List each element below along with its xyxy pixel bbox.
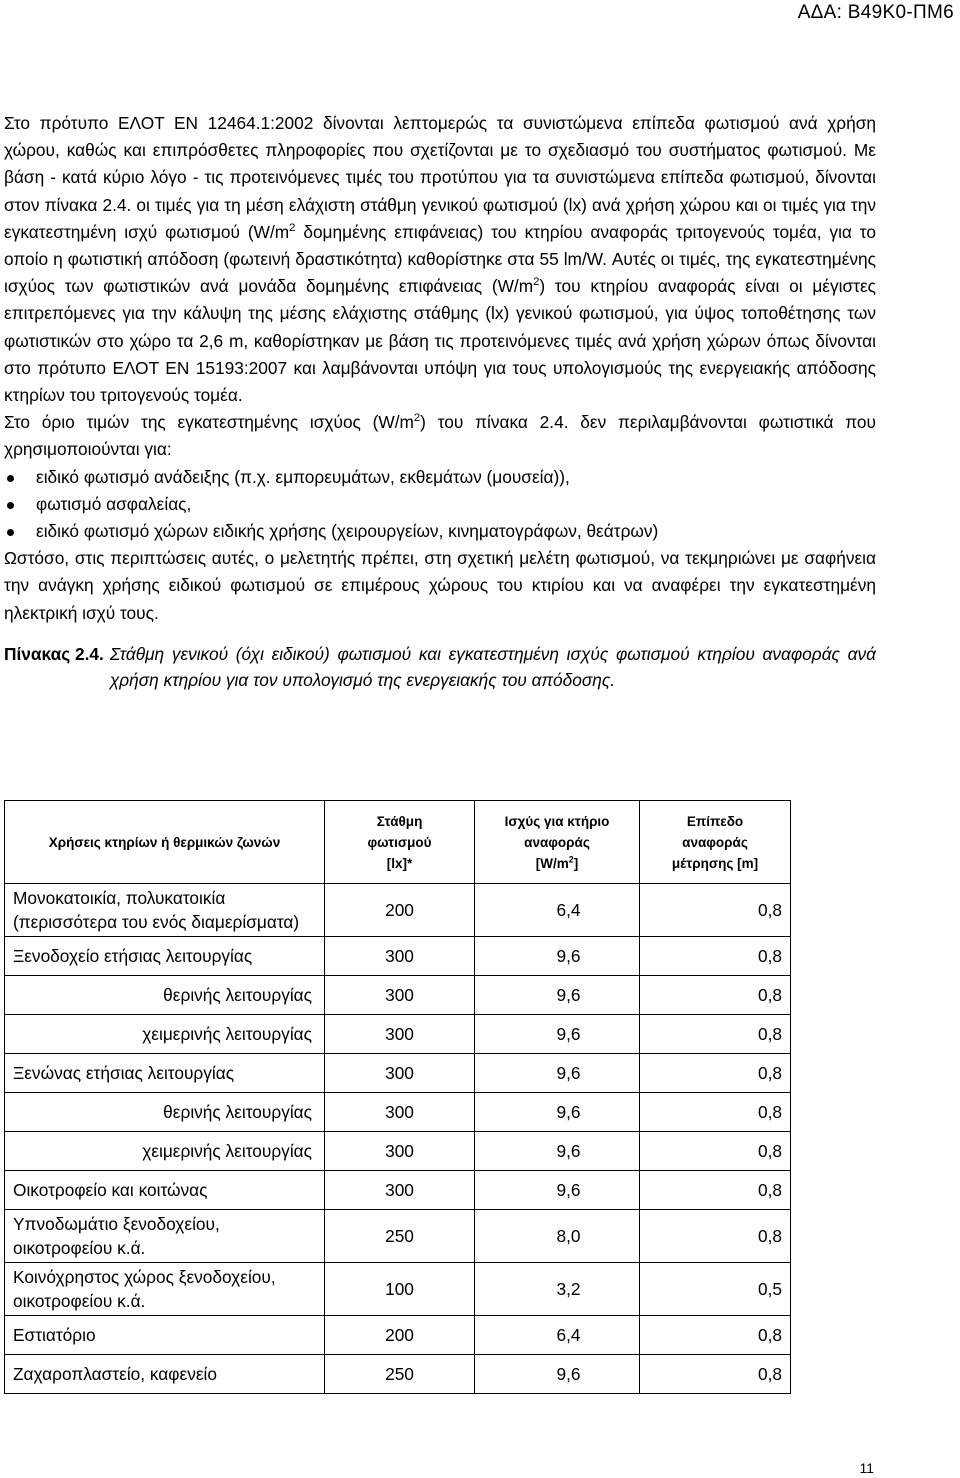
cell-use: Ξενοδοχείο ετήσιας λειτουργίας <box>5 937 325 976</box>
cell-lux: 300 <box>325 1093 475 1132</box>
cell-lux: 100 <box>325 1263 475 1316</box>
cell-power: 9,6 <box>475 1054 640 1093</box>
header-power-unit: [W/m <box>535 855 569 871</box>
superscript: 2 <box>413 412 421 425</box>
cell-lux: 250 <box>325 1210 475 1263</box>
cell-power: 3,2 <box>475 1263 640 1316</box>
header-power-line1: Ισχύς για κτήριο <box>504 813 610 829</box>
table-row <box>5 1171 791 1210</box>
paragraph-intro-part3: ) του κτηρίου αναφοράς είναι οι μέγιστες επιτρεπόμενες για την κάλυψη της μέσης ελάχιστης στάθμης (lx) γενικού φωτισμού, για ύψος τοποθέτησης των φωτιστικών στο χώρο τα 2,6 m, καθορίστηκαν με βάση τις προτεινόμενες τιμές ανά χρήση χώρων όπως δίνονται στο πρότυπο ΕΛΟΤ ΕΝ 15193:2007 και λαμβάνονται υπόψη για τους υπολογισμούς της ενεργειακής απόδοσης κτηρίων του τριτογενούς τομέα. <box>4 276 877 406</box>
cell-height: 0,8 <box>640 1093 791 1132</box>
cell-use: Εστιατόριο <box>5 1316 325 1355</box>
cell-use: Ζαχαροπλαστείο, καφενείο <box>5 1355 325 1394</box>
cell-height: 0,5 <box>640 1263 791 1316</box>
header-power-line2: αναφοράς <box>524 834 590 850</box>
header-height-line2: αναφοράς <box>682 834 748 850</box>
paragraph-exclusions-part1: Στο όριο τιμών της εγκατεστημένης ισχύος (W/m <box>4 412 414 433</box>
paragraph-intro-part1: Στο πρότυπο ΕΛΟΤ ΕΝ 12464.1:2002 δίνονται λεπτομερώς τα συνιστώμενα επίπεδα φωτισμού ανά χρήση χώρου, καθώς και επιπρόσθετες πληροφορίες που σχετίζονται με το σχεδιασμό του συστήματος φωτισμού. Με βάση - κατά κύριο λόγο - τις προτεινόμενες τιμές του προτύπου για τα συνιστώμενα επίπεδα φωτισμού, δίνονται στον πίνακα 2.4. οι τιμές για τη μέση ελάχιστη στάθμη γενικού φωτισμού (lx) ανά χρήση χώρου και οι τιμές για την εγκατεστημένη ισχύ φωτισμού (W/m <box>4 113 876 242</box>
paragraph-intro <box>4 110 876 409</box>
header-height <box>640 801 791 884</box>
header-power <box>475 801 640 884</box>
table-caption-label: Πίνακας 2.4. <box>4 643 104 664</box>
bullet-icon <box>7 529 14 536</box>
cell-power: 9,6 <box>475 1355 640 1394</box>
cell-power: 9,6 <box>475 976 640 1015</box>
cell-power: 6,4 <box>475 884 640 937</box>
table-row <box>5 976 791 1015</box>
header-lux-line3: [lx]* <box>386 855 413 871</box>
header-power-line3 <box>479 853 635 874</box>
cell-height: 0,8 <box>640 884 791 937</box>
table-row <box>5 1316 791 1355</box>
header-height-line3: μέτρησης [m] <box>671 855 759 871</box>
superscript: 2 <box>533 276 540 289</box>
cell-height: 0,8 <box>640 1316 791 1355</box>
table-row <box>5 1355 791 1394</box>
cell-lux: 250 <box>325 1355 475 1394</box>
body-text <box>4 110 876 693</box>
list-item-text: ειδικό φωτισμό χώρων ειδικής χρήσης (χειρουργείων, κινηματογράφων, θεάτρων) <box>36 521 659 542</box>
paragraph-exclusions-part2: ) του πίνακα 2.4. δεν περιλαμβάνονται φωτιστικά που χρησιμοποιούνται για: <box>4 412 876 460</box>
table-row <box>5 1210 791 1263</box>
bullet-icon <box>7 502 14 509</box>
cell-height: 0,8 <box>640 1171 791 1210</box>
superscript: 2 <box>568 854 574 864</box>
list-item-text: ειδικό φωτισμό ανάδειξης (π.χ. εμπορευμάτων, εκθεμάτων (μουσεία)), <box>36 466 570 487</box>
cell-use: Κοινόχρηστος χώρος ξενοδοχείου, οικοτροφείου κ.ά. <box>5 1263 325 1316</box>
header-use: Χρήσεις κτηρίων ή θερμικών ζωνών <box>5 801 325 884</box>
table-row <box>5 937 791 976</box>
cell-height: 0,8 <box>640 976 791 1015</box>
cell-power: 9,6 <box>475 1171 640 1210</box>
bullet-icon <box>7 475 14 482</box>
cell-lux: 300 <box>325 1015 475 1054</box>
cell-use: χειμερινής λειτουργίας <box>5 1132 325 1171</box>
list-item <box>4 491 876 518</box>
page-number: 11 <box>859 1460 874 1476</box>
table-row <box>5 1263 791 1316</box>
cell-use: Υπνοδωμάτιο ξενοδοχείου, οικοτροφείου κ.ά. <box>5 1210 325 1263</box>
paragraph-exclusions <box>4 409 876 463</box>
cell-use: θερινής λειτουργίας <box>5 1093 325 1132</box>
cell-lux: 300 <box>325 976 475 1015</box>
cell-lux: 300 <box>325 1132 475 1171</box>
cell-power: 9,6 <box>475 1132 640 1171</box>
table-row <box>5 1132 791 1171</box>
cell-use: χειμερινής λειτουργίας <box>5 1015 325 1054</box>
table-caption-text: Στάθμη γενικού (όχι ειδικού) φωτισμού και εγκατεστημένη ισχύς φωτισμού κτηρίου αναφοράς ανά χρήση κτηρίου για τον υπολογισμό της ενεργειακής του απόδοσης. <box>109 643 876 690</box>
cell-lux: 200 <box>325 1316 475 1355</box>
cell-use: Ξενώνας ετήσιας λειτουργίας <box>5 1054 325 1093</box>
list-item-text: φωτισμό ασφαλείας, <box>36 493 192 514</box>
cell-height: 0,8 <box>640 1054 791 1093</box>
table-row <box>5 1093 791 1132</box>
document-id: ΑΔΑ: Β49Κ0-ΠΜ6 <box>797 2 954 23</box>
cell-power: 6,4 <box>475 1316 640 1355</box>
header-lux-line1: Στάθμη <box>376 813 423 829</box>
cell-height: 0,8 <box>640 1355 791 1394</box>
cell-lux: 300 <box>325 937 475 976</box>
paragraph-intro-part2: δομημένης επιφάνειας) του κτηρίου αναφοράς τριτογενούς τομέα, για το οποίο η φωτιστική απόδοση (φωτεινή δραστικότητα) καθορίστηκε στα 55 lm/W. Αυτές οι τιμές, της εγκατεστημένης ισχύος των φωτιστικών ανά μονάδα δομημένης επιφάνειας (W/m <box>4 221 877 297</box>
cell-power: 9,6 <box>475 1015 640 1054</box>
cell-lux: 300 <box>325 1171 475 1210</box>
cell-height: 0,8 <box>640 1210 791 1263</box>
header-lux <box>325 801 475 884</box>
cell-power: 9,6 <box>475 937 640 976</box>
cell-height: 0,8 <box>640 1132 791 1171</box>
cell-power: 8,0 <box>475 1210 640 1263</box>
list-item <box>4 464 876 491</box>
lighting-table <box>4 800 791 1394</box>
exclusions-list <box>4 464 876 546</box>
header-lux-line2: φωτισμού <box>367 834 432 850</box>
paragraph-note: Ωστόσο, στις περιπτώσεις αυτές, ο μελετητής πρέπει, στη σχετική μελέτη φωτισμού, να τεκμηριώνει με σαφήνεια την ανάγκη χρήσης ειδικού φωτισμού σε επιμέρους χώρους του κτιρίου και να αναφέρει την εγκατεστημένη ηλεκτρική ισχύ τους. <box>4 548 876 623</box>
cell-use: θερινής λειτουργίας <box>5 976 325 1015</box>
header-power-bracket: ] <box>573 855 579 871</box>
cell-power: 9,6 <box>475 1093 640 1132</box>
header-height-line1: Επίπεδο <box>686 813 744 829</box>
table-row <box>5 1015 791 1054</box>
table-row <box>5 1054 791 1093</box>
list-item <box>4 518 876 545</box>
cell-lux: 300 <box>325 1054 475 1093</box>
table-row <box>5 884 791 937</box>
cell-height: 0,8 <box>640 937 791 976</box>
table-caption <box>4 641 876 693</box>
table-header-row <box>5 801 791 884</box>
cell-height: 0,8 <box>640 1015 791 1054</box>
cell-use: Μονοκατοικία, πολυκατοικία (περισσότερα του ενός διαμερίσματα) <box>5 884 325 937</box>
cell-use: Οικοτροφείο και κοιτώνας <box>5 1171 325 1210</box>
superscript: 2 <box>289 222 296 235</box>
cell-lux: 200 <box>325 884 475 937</box>
